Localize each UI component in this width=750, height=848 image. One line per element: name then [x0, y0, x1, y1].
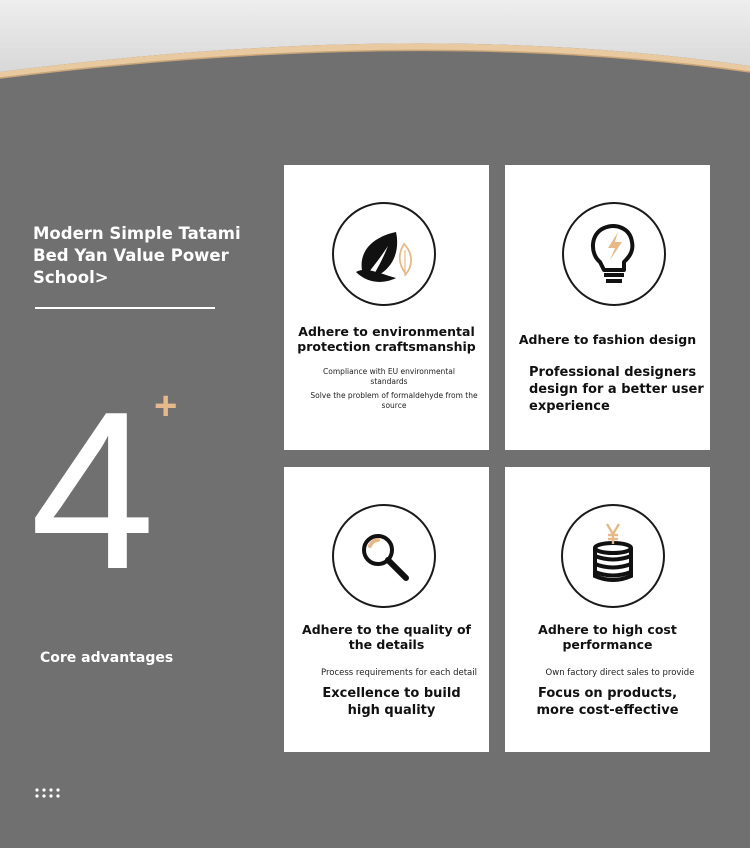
card-icon-ring	[332, 202, 436, 306]
card-title: Adhere to high cost performance	[538, 622, 677, 652]
card-description: Professional designers design for a better user experience	[529, 365, 704, 414]
leaf-icon	[334, 204, 434, 304]
card-fashion-design	[505, 165, 710, 450]
card-title: Adhere to fashion design	[518, 332, 697, 347]
card-icon-ring	[561, 504, 665, 608]
card-description: Excellence to build high quality	[322, 686, 461, 718]
headline-divider	[35, 307, 215, 309]
mattress-photo-band	[0, 0, 750, 80]
coins-icon	[563, 506, 663, 606]
dots-icon	[35, 787, 65, 799]
card-detail-quality	[284, 467, 489, 752]
section-headline: Modern Simple Tatami Bed Yan Value Power School>	[33, 224, 241, 287]
card-environmental	[284, 165, 489, 450]
plus-sign: +	[154, 384, 178, 428]
card-description: Focus on products, more cost-effective	[536, 686, 679, 718]
card-title: Adhere to environmental protection craftsmanship	[297, 324, 476, 354]
core-advantages-label: Core advantages	[40, 650, 174, 666]
magnifier-icon	[334, 506, 434, 606]
card-detail-line: Process requirements for each detail	[320, 668, 477, 678]
card-icon-ring	[562, 202, 666, 306]
advantage-count: 4	[30, 364, 152, 616]
card-cost-performance	[505, 467, 710, 752]
card-detail-line: Compliance with EU environmental standards	[323, 367, 455, 386]
card-detail-line: Solve the problem of formaldehyde from the source	[310, 391, 478, 410]
lightbulb-icon	[564, 204, 664, 304]
card-icon-ring	[332, 504, 436, 608]
card-detail-line: Own factory direct sales to provide	[545, 668, 695, 678]
card-title: Adhere to the quality of the details	[302, 622, 471, 652]
